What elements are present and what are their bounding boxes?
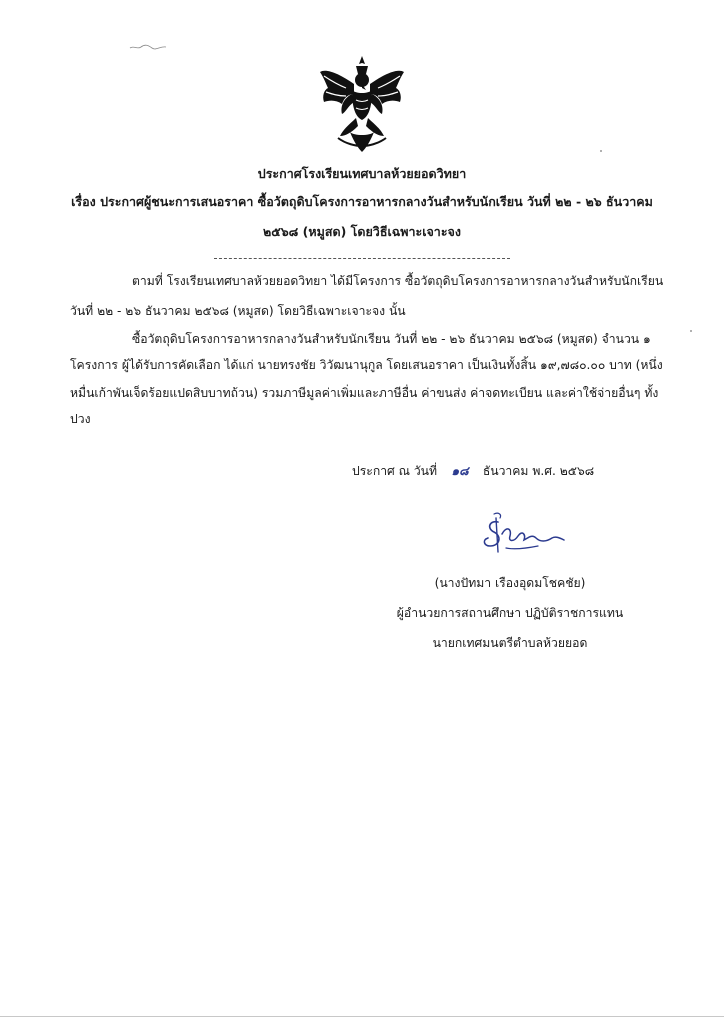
paragraph-1-line-1: ตามที่ โรงเรียนเทศบาลห้วยยอดวิทยา ได้มีโครงการ ซื้อวัตถุดิบโครงการอาหารกลางวันสำหรับนักเรียน [132, 274, 664, 288]
announce-date-line [352, 462, 594, 481]
paragraph-1-line-2: วันที่ ๒๒ - ๒๖ ธันวาคม ๒๕๖๘ (หมูสด) โดยวิธีเฉพาะเจาะจง นั้น [70, 304, 406, 318]
paragraph-2-line-3: หมื่นเก้าพันเจ็ดร้อยแปดสิบบาทถ้วน) รวมภาษีมูลค่าเพิ่มและภาษีอื่น ค่าขนส่ง ค่าจดทะเบียน และค่าใช้จ่ายอื่นๆ ทั้ง [70, 386, 659, 400]
document-subject-line-2: ๒๕๖๘ (หมูสด) โดยวิธีเฉพาะเจาะจง [263, 224, 461, 239]
announce-month-year: ธันวาคม พ.ศ. ๒๕๖๘ [482, 464, 595, 478]
signatory-position-1: ผู้อำนวยการสถานศึกษา ปฏิบัติราชการแทน [396, 606, 624, 620]
signatory-position-2: นายกเทศมนตรีตำบลห้วยยอด [432, 636, 588, 650]
scan-bottom-edge [0, 1016, 724, 1017]
paragraph-2-line-1: ซื้อวัตถุดิบโครงการอาหารกลางวันสำหรับนักเรียน วันที่ ๒๒ - ๒๖ ธันวาคม ๒๕๖๘ (หมูสด) จำนวน ๑ [132, 332, 651, 346]
scan-speck [600, 150, 602, 152]
handwritten-corner-mark [128, 42, 168, 52]
announce-prefix: ประกาศ ณ วันที่ [352, 464, 438, 478]
paragraph-2-line-4: ปวง [70, 412, 91, 426]
document-title: ประกาศโรงเรียนเทศบาลห้วยยอดวิทยา [257, 166, 467, 181]
handwritten-signature [476, 512, 568, 564]
scan-speck [690, 330, 692, 332]
header-divider [214, 258, 510, 259]
signatory-name: (นางปัทมา เรืองอุดมโชคชัย) [434, 576, 586, 590]
document-subject-line-1: เรื่อง ประกาศผู้ชนะการเสนอราคา ซื้อวัตถุดิบโครงการอาหารกลางวันสำหรับนักเรียน วันที่ ๒๒ - ๒๖ ธันวาคม [71, 194, 653, 209]
garuda-emblem-icon [316, 54, 408, 154]
paragraph-2-line-2: โครงการ ผู้ได้รับการคัดเลือก ได้แก่ นายทรงชัย วิวัฒนานุกูล โดยเสนอราคา เป็นเงินทั้งสิ้น ๑๙,๗๘๐.๐๐ บาท (หนึ่ง [70, 358, 663, 372]
announce-day-handwritten: ๑๘ [451, 464, 469, 478]
